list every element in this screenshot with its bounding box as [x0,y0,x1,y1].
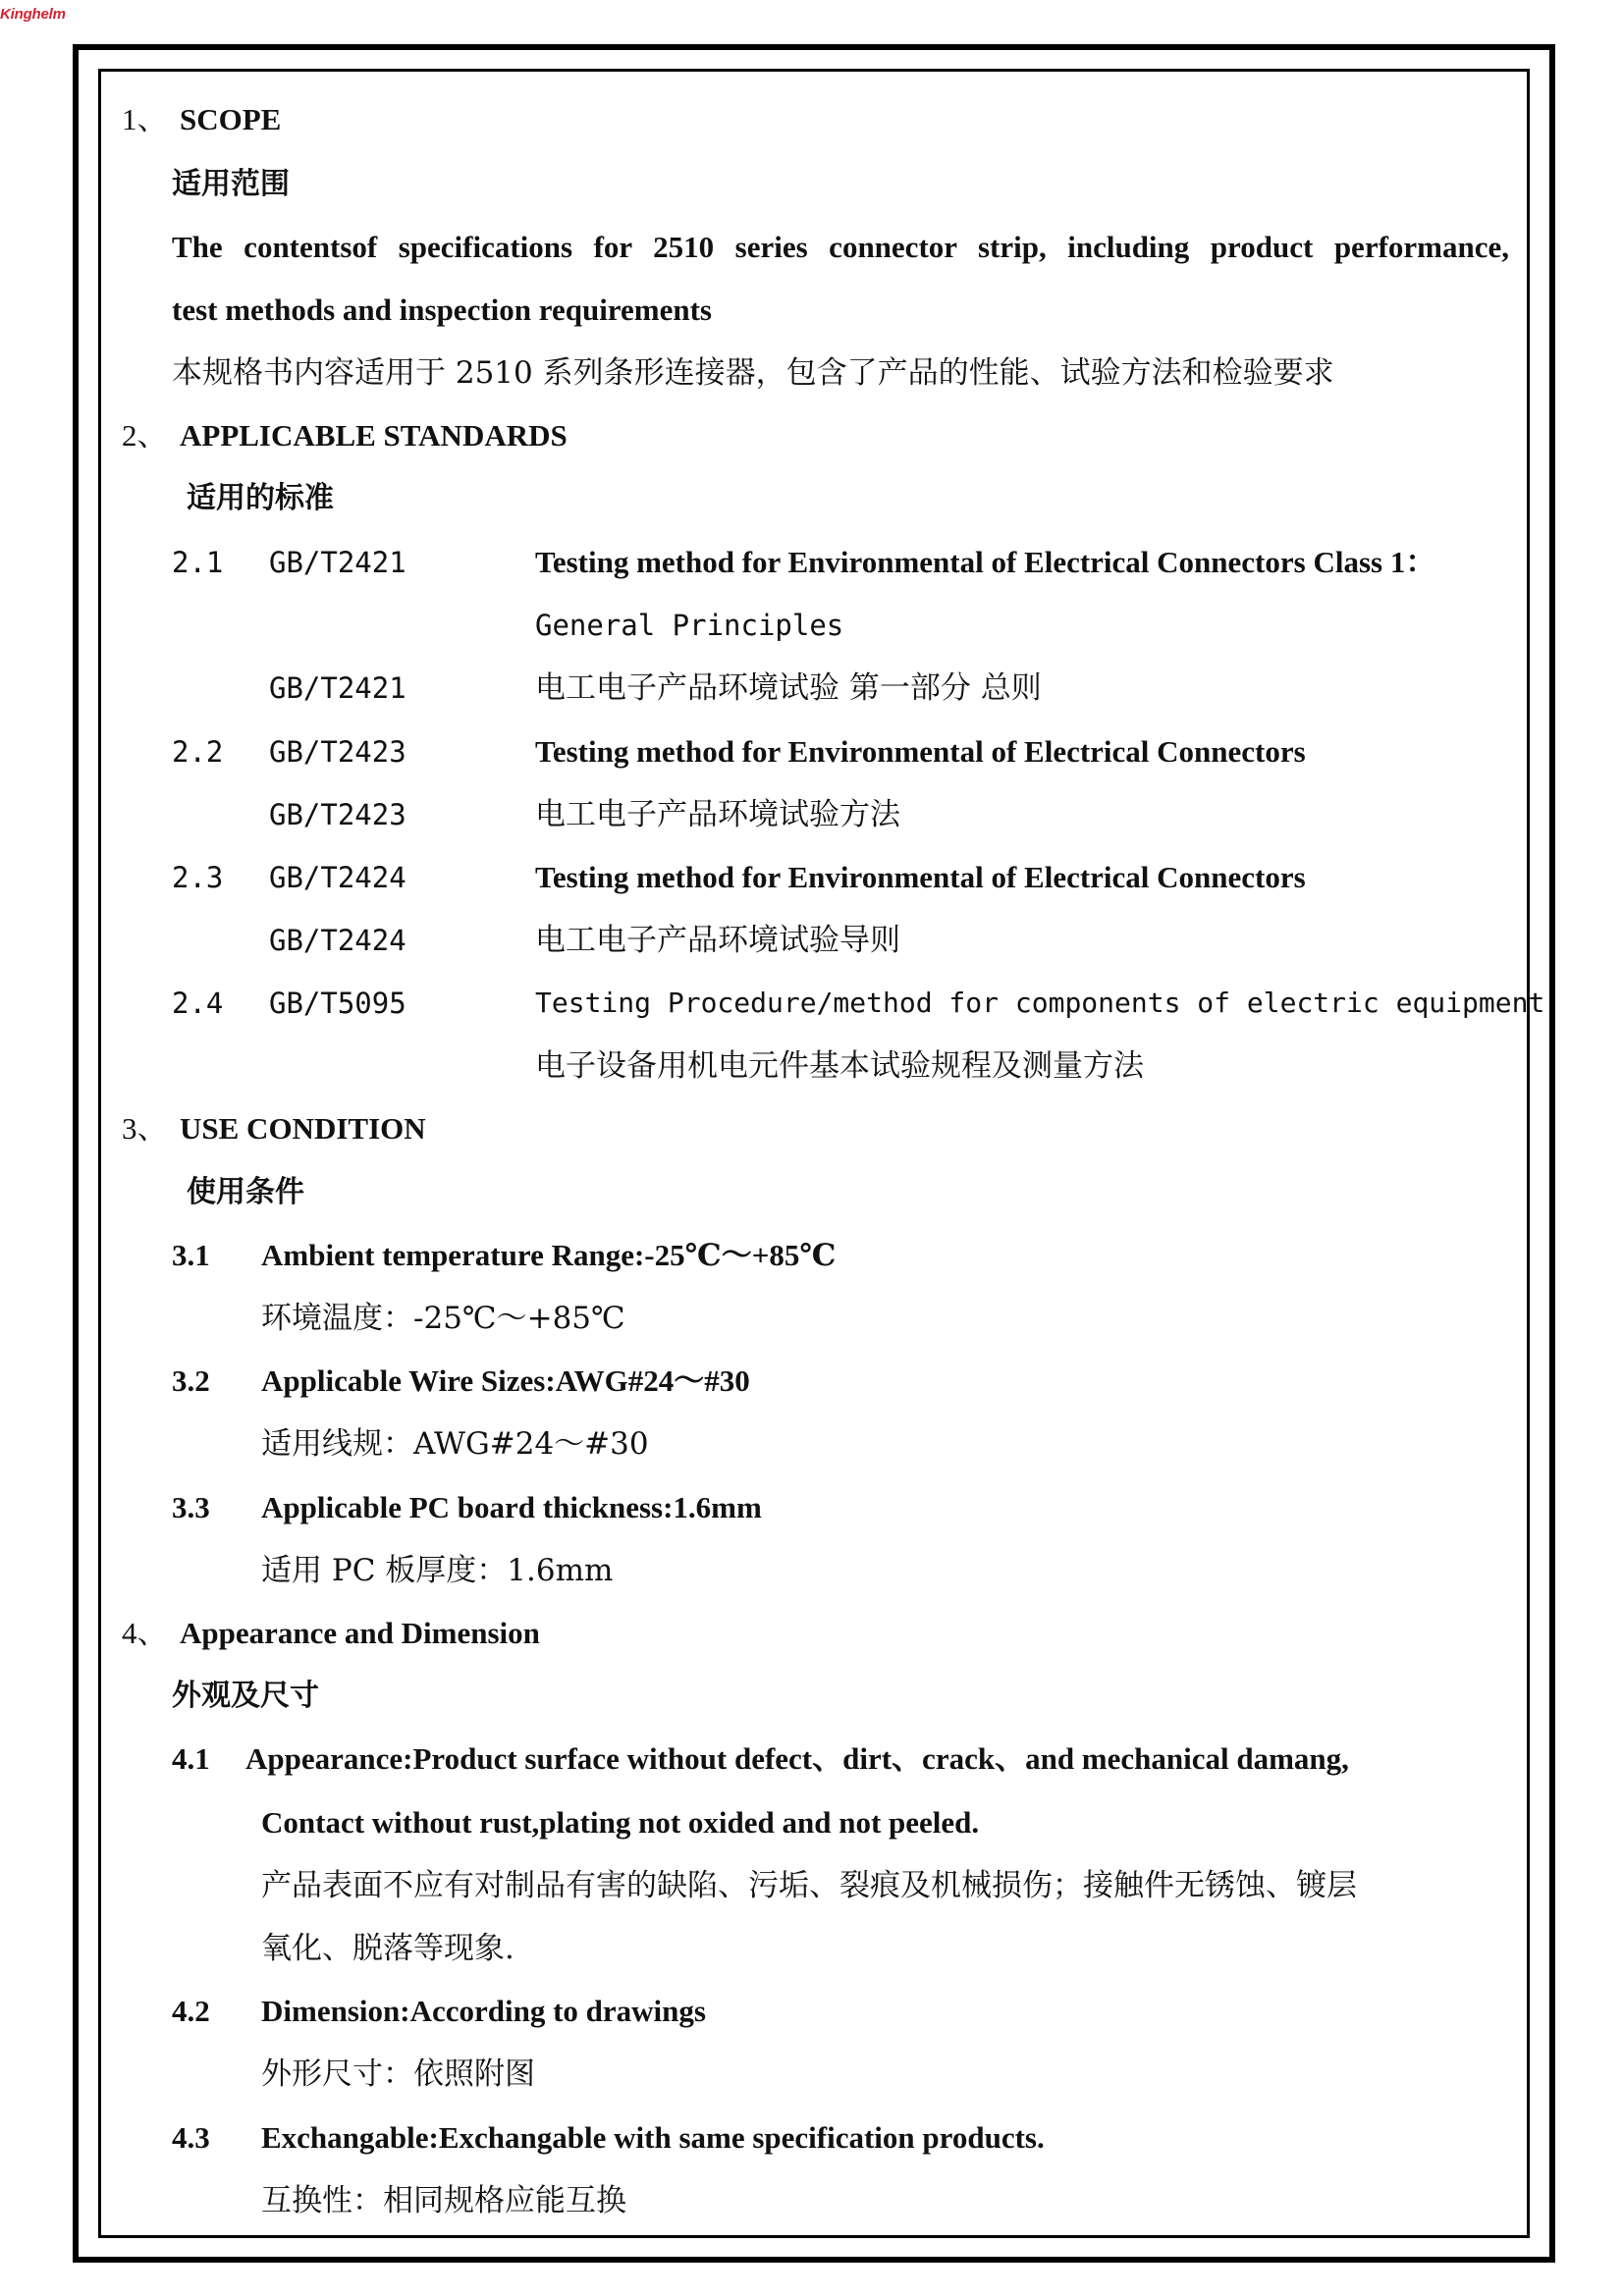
condition-3-3-text-cn: 适用 PC 板厚度：1.6mm [261,1553,614,1588]
standard-2-1-title-cn: 电工电子产品环境试验 第一部分 总则 [535,670,1042,706]
section-2-title: APPLICABLE STANDARDS [180,418,568,453]
requirement-4-3-number: 4.3 [172,2120,210,2155]
section-4-title-cn: 外观及尺寸 [172,1679,319,1713]
standard-2-4-title-cn: 电子设备用机电元件基本试验规程及测量方法 [535,1048,1144,1084]
condition-3-3-number: 3.3 [172,1490,210,1524]
standard-2-3-title-en: Testing method for Environmental of Electrical Connectors [535,860,1306,894]
requirement-4-2-text-cn: 外形尺寸：依照附图 [261,2056,535,2092]
section-1-title: SCOPE [180,102,282,136]
standard-2-2-number: 2.2 [172,735,224,769]
standard-2-1-code: GB/T2421 [269,546,406,579]
section-1-title-cn: 适用范围 [172,167,290,201]
condition-3-1-number: 3.1 [172,1238,210,1272]
standard-2-4-title-en: Testing Procedure/method for components of electric equipment [535,987,1545,1019]
section-1-body-cn: 本规格书内容适用于 2510 系列条形连接器，包含了产品的性能、试验方法和检验要求 [172,355,1334,391]
standard-2-2-code: GB/T2423 [269,735,406,769]
kinghelm-logo: Kinghelm [0,6,66,23]
standard-2-4-code: GB/T5095 [269,987,406,1020]
standard-2-1-number: 2.1 [172,546,224,579]
requirement-4-3-text-cn: 互换性：相同规格应能互换 [261,2183,626,2218]
standard-2-3-number: 2.3 [172,861,224,894]
section-4-title: Appearance and Dimension [180,1616,540,1650]
standard-2-2-code-cn: GB/T2423 [269,798,406,831]
standard-2-3-code: GB/T2424 [269,861,406,894]
requirement-4-2-text-en: Dimension:According to drawings [261,1994,706,2028]
section-1-body-en-line-1: The contentsof specifications for 2510 series connector strip, including product performance, [172,230,1509,264]
requirement-4-1-text-cn-line-2: 氧化、脱落等现象. [261,1931,514,1966]
condition-3-1-text-en: Ambient temperature Range:-25℃～+85℃ [261,1238,837,1272]
section-2-title-cn: 适用的标准 [187,481,334,515]
condition-3-2-text-en: Applicable Wire Sizes:AWG#24～#30 [261,1363,750,1398]
standard-2-2-title-en: Testing method for Environmental of Electrical Connectors [535,734,1306,769]
requirement-4-2-number: 4.2 [172,1994,210,2028]
standard-2-1-title-en-line-2: General Principles [535,609,844,642]
requirement-4-1-text-cn: 产品表面不应有对制品有害的缺陷、污垢、裂痕及机械损伤；接触件无锈蚀、镀层 [261,1868,1357,1903]
condition-3-2-text-cn: 适用线规：AWG#24～#30 [261,1426,649,1462]
requirement-4-1-text-en: Appearance:Product surface without defect、dirt、crack、and mechanical damang, [245,1741,1349,1776]
standard-2-1-title-en: Testing method for Environmental of Electrical Connectors Class 1： [535,545,1436,579]
standard-2-2-title-cn: 电工电子产品环境试验方法 [535,797,900,832]
section-2-number: 2、 [122,418,168,453]
section-3-number: 3、 [122,1111,168,1146]
standard-2-4-number: 2.4 [172,987,224,1020]
section-1-number: 1、 [122,102,168,136]
requirement-4-1-text-en-line-2: Contact without rust,plating not oxided and not peeled. [261,1805,980,1840]
requirement-4-3-text-en: Exchangable:Exchangable with same specification products. [261,2120,1045,2155]
standard-2-3-code-cn: GB/T2424 [269,924,406,957]
requirement-4-1-number: 4.1 [172,1741,210,1776]
section-3-title: USE CONDITION [180,1111,426,1146]
section-1-body-en-line-2: test methods and inspection requirements [172,293,712,327]
condition-3-1-text-cn: 环境温度：-25℃～+85℃ [261,1301,625,1336]
standard-2-1-code-cn: GB/T2421 [269,671,406,705]
condition-3-3-text-en: Applicable PC board thickness:1.6mm [261,1490,762,1524]
section-4-number: 4、 [122,1616,168,1650]
condition-3-2-number: 3.2 [172,1363,210,1398]
standard-2-3-title-cn: 电工电子产品环境试验导则 [535,923,900,958]
section-3-title-cn: 使用条件 [187,1175,304,1209]
